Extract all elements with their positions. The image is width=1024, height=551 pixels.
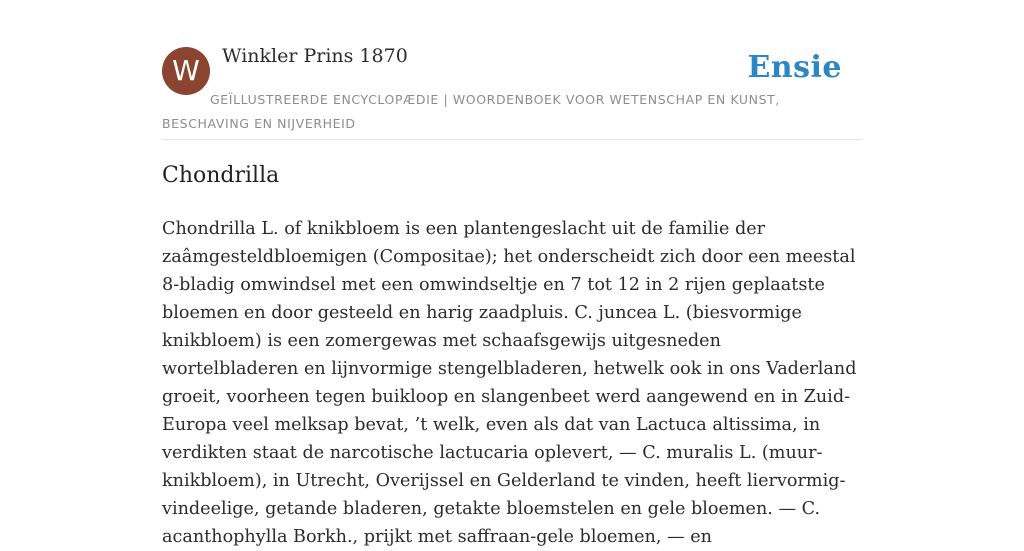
entry-title: Chondrilla [162,163,280,188]
entry-body: Chondrilla L. of knikbloem is een plantengeslacht uit de familie der zaâmgesteldbloemigen (Compositae); het onderscheidt zich door een meestal 8-bladig omwindsel met een omwindseltje en 7 tot 12 in 2 rijen geplaatste bloemen en door gesteeld en harig zaadpluis. C. juncea L. (biesvormige knikbloem) is een zomergewas met schaafsgewijs uitgesneden wortelbladeren en lijnvormige stengelbladeren, hetwelk ook in ons Vaderland groeit, voorheen tegen buikloop en slangenbeet werd aangewend en in Zuid-Europa veel melksap bevat, ’t welk, even als dat van Lactuca altissima, in verdikten staat de narcotische lactucaria oplevert, — C. muralis L. (muur-knikbloem), in Utrecht, Overijssel en Gelderland te vinden, heeft liervormig-vindeelige, getande bladeren, getakte bloemstelen en gele bloemen. — C. acanthophylla Borkh., prijkt met saffraan-gele bloemen, — en [162,219,857,547]
source-title-link[interactable]: Winkler Prins 1870 [222,45,408,67]
ensie-logo[interactable]: Ensie [747,50,842,85]
source-avatar[interactable]: W [162,47,210,95]
header-divider [162,139,862,140]
source-subtitle: GEÏLLUSTREERDE ENCYCLOPÆDIE | WOORDENBOEK VOOR WETENSCHAP EN KUNST, BESCHAVING EN NIJVERHEID [162,92,780,131]
